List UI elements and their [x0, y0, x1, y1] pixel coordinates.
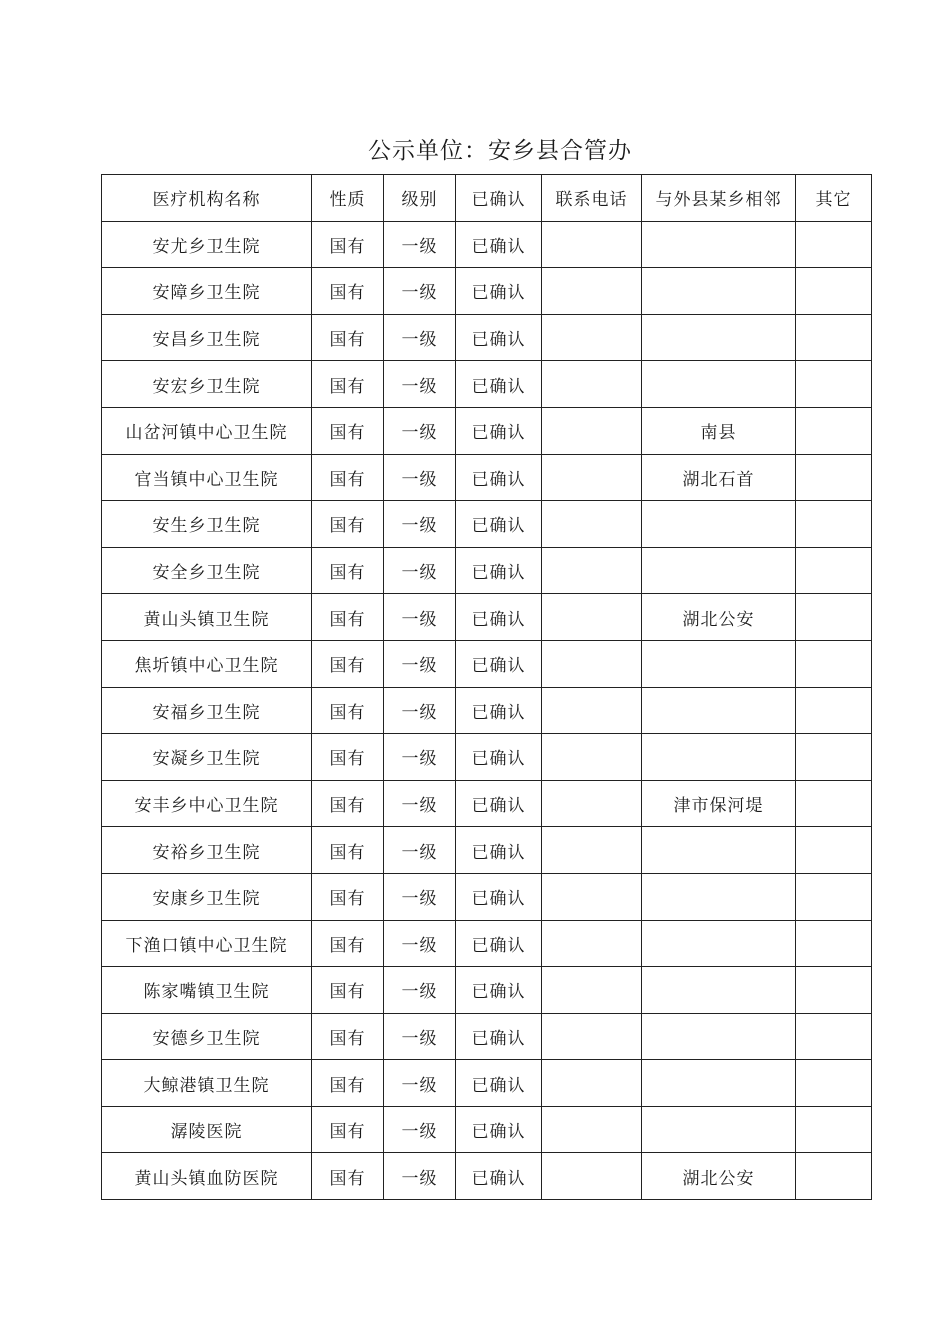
cell-level: 一级: [384, 547, 456, 594]
cell-adjacent: [642, 314, 796, 361]
cell-phone: [542, 221, 642, 268]
cell-adjacent: [642, 967, 796, 1014]
cell-adjacent: [642, 920, 796, 967]
table-row: [102, 361, 872, 408]
table-row: [102, 594, 872, 641]
cell-level: 一级: [384, 780, 456, 827]
table-row: [102, 501, 872, 548]
table-row: [102, 547, 872, 594]
cell-name: 黄山头镇血防医院: [102, 1153, 312, 1200]
table-row: [102, 640, 872, 687]
cell-name: 安生乡卫生院: [102, 501, 312, 548]
cell-name: 安障乡卫生院: [102, 268, 312, 315]
cell-confirmed: 已确认: [456, 734, 542, 781]
header-level: 级别: [384, 175, 456, 222]
table-row: [102, 827, 872, 874]
cell-other: [796, 827, 872, 874]
cell-nature: 国有: [312, 687, 384, 734]
cell-nature: 国有: [312, 827, 384, 874]
cell-confirmed: 已确认: [456, 920, 542, 967]
cell-adjacent: [642, 1060, 796, 1107]
cell-confirmed: 已确认: [456, 873, 542, 920]
cell-other: [796, 640, 872, 687]
table-row: [102, 967, 872, 1014]
cell-phone: [542, 454, 642, 501]
cell-name: 官当镇中心卫生院: [102, 454, 312, 501]
cell-confirmed: 已确认: [456, 221, 542, 268]
cell-other: [796, 221, 872, 268]
cell-other: [796, 873, 872, 920]
table-row: [102, 780, 872, 827]
cell-name: 山岔河镇中心卫生院: [102, 407, 312, 454]
cell-level: 一级: [384, 873, 456, 920]
cell-confirmed: 已确认: [456, 1060, 542, 1107]
cell-nature: 国有: [312, 594, 384, 641]
cell-name: 焦圻镇中心卫生院: [102, 640, 312, 687]
table-row: [102, 687, 872, 734]
cell-level: 一级: [384, 687, 456, 734]
table-row: [102, 454, 872, 501]
cell-nature: 国有: [312, 1060, 384, 1107]
cell-confirmed: 已确认: [456, 1013, 542, 1060]
table-row: [102, 268, 872, 315]
cell-adjacent: [642, 640, 796, 687]
cell-phone: [542, 873, 642, 920]
header-other: 其它: [796, 175, 872, 222]
cell-adjacent: 湖北石首: [642, 454, 796, 501]
cell-other: [796, 1060, 872, 1107]
cell-phone: [542, 547, 642, 594]
cell-nature: 国有: [312, 640, 384, 687]
cell-other: [796, 687, 872, 734]
cell-level: 一级: [384, 1060, 456, 1107]
cell-phone: [542, 1013, 642, 1060]
cell-phone: [542, 268, 642, 315]
cell-adjacent: [642, 221, 796, 268]
cell-phone: [542, 920, 642, 967]
cell-phone: [542, 361, 642, 408]
cell-name: 安昌乡卫生院: [102, 314, 312, 361]
cell-phone: [542, 501, 642, 548]
page-title: 公示单位：安乡县合管办: [368, 138, 632, 164]
cell-nature: 国有: [312, 1153, 384, 1200]
cell-level: 一级: [384, 1013, 456, 1060]
cell-name: 安丰乡中心卫生院: [102, 780, 312, 827]
cell-other: [796, 314, 872, 361]
cell-nature: 国有: [312, 268, 384, 315]
cell-other: [796, 501, 872, 548]
cell-other: [796, 594, 872, 641]
cell-name: 安康乡卫生院: [102, 873, 312, 920]
cell-name: 潺陵医院: [102, 1106, 312, 1153]
cell-other: [796, 1153, 872, 1200]
table-row: [102, 221, 872, 268]
cell-name: 安尤乡卫生院: [102, 221, 312, 268]
header-adjacent: 与外县某乡相邻: [642, 175, 796, 222]
cell-other: [796, 547, 872, 594]
cell-adjacent: [642, 827, 796, 874]
cell-other: [796, 1106, 872, 1153]
table-header-row: [102, 175, 872, 222]
cell-phone: [542, 1106, 642, 1153]
cell-confirmed: 已确认: [456, 1106, 542, 1153]
cell-level: 一级: [384, 1153, 456, 1200]
cell-adjacent: [642, 268, 796, 315]
cell-adjacent: [642, 734, 796, 781]
cell-phone: [542, 827, 642, 874]
cell-confirmed: 已确认: [456, 361, 542, 408]
cell-other: [796, 734, 872, 781]
cell-adjacent: [642, 687, 796, 734]
cell-other: [796, 920, 872, 967]
cell-level: 一级: [384, 454, 456, 501]
cell-level: 一级: [384, 827, 456, 874]
cell-confirmed: 已确认: [456, 501, 542, 548]
cell-adjacent: 湖北公安: [642, 1153, 796, 1200]
cell-adjacent: 南县: [642, 407, 796, 454]
cell-confirmed: 已确认: [456, 454, 542, 501]
cell-level: 一级: [384, 501, 456, 548]
cell-nature: 国有: [312, 221, 384, 268]
cell-phone: [542, 780, 642, 827]
cell-level: 一级: [384, 314, 456, 361]
cell-nature: 国有: [312, 967, 384, 1014]
cell-level: 一级: [384, 967, 456, 1014]
institution-table: [101, 174, 872, 1200]
cell-name: 大鲸港镇卫生院: [102, 1060, 312, 1107]
cell-name: 安宏乡卫生院: [102, 361, 312, 408]
cell-name: 安全乡卫生院: [102, 547, 312, 594]
cell-other: [796, 407, 872, 454]
cell-level: 一级: [384, 407, 456, 454]
cell-name: 下渔口镇中心卫生院: [102, 920, 312, 967]
cell-level: 一级: [384, 734, 456, 781]
cell-confirmed: 已确认: [456, 827, 542, 874]
cell-level: 一级: [384, 361, 456, 408]
cell-nature: 国有: [312, 1106, 384, 1153]
cell-confirmed: 已确认: [456, 640, 542, 687]
cell-other: [796, 268, 872, 315]
table-row: [102, 1153, 872, 1200]
table-row: [102, 407, 872, 454]
cell-nature: 国有: [312, 1013, 384, 1060]
cell-name: 安凝乡卫生院: [102, 734, 312, 781]
header-phone: 联系电话: [542, 175, 642, 222]
cell-adjacent: [642, 873, 796, 920]
cell-confirmed: 已确认: [456, 594, 542, 641]
header-nature: 性质: [312, 175, 384, 222]
cell-level: 一级: [384, 920, 456, 967]
cell-nature: 国有: [312, 873, 384, 920]
cell-level: 一级: [384, 640, 456, 687]
cell-other: [796, 454, 872, 501]
cell-confirmed: 已确认: [456, 967, 542, 1014]
cell-confirmed: 已确认: [456, 268, 542, 315]
cell-phone: [542, 734, 642, 781]
cell-phone: [542, 1153, 642, 1200]
cell-nature: 国有: [312, 920, 384, 967]
cell-nature: 国有: [312, 501, 384, 548]
cell-name: 黄山头镇卫生院: [102, 594, 312, 641]
cell-confirmed: 已确认: [456, 407, 542, 454]
cell-level: 一级: [384, 268, 456, 315]
cell-adjacent: [642, 547, 796, 594]
cell-nature: 国有: [312, 454, 384, 501]
cell-level: 一级: [384, 594, 456, 641]
cell-name: 安裕乡卫生院: [102, 827, 312, 874]
cell-other: [796, 1013, 872, 1060]
cell-adjacent: [642, 1106, 796, 1153]
cell-confirmed: 已确认: [456, 314, 542, 361]
table-row: [102, 734, 872, 781]
table-row: [102, 873, 872, 920]
cell-adjacent: 湖北公安: [642, 594, 796, 641]
cell-other: [796, 967, 872, 1014]
cell-phone: [542, 967, 642, 1014]
cell-confirmed: 已确认: [456, 1153, 542, 1200]
cell-level: 一级: [384, 1106, 456, 1153]
cell-other: [796, 780, 872, 827]
cell-phone: [542, 1060, 642, 1107]
header-name: 医疗机构名称: [102, 175, 312, 222]
cell-confirmed: 已确认: [456, 687, 542, 734]
table-row: [102, 1060, 872, 1107]
cell-phone: [542, 594, 642, 641]
cell-nature: 国有: [312, 780, 384, 827]
cell-name: 安福乡卫生院: [102, 687, 312, 734]
cell-level: 一级: [384, 221, 456, 268]
table-row: [102, 1106, 872, 1153]
cell-nature: 国有: [312, 361, 384, 408]
table-row: [102, 1013, 872, 1060]
table-row: [102, 920, 872, 967]
cell-adjacent: [642, 1013, 796, 1060]
cell-phone: [542, 407, 642, 454]
cell-name: 安德乡卫生院: [102, 1013, 312, 1060]
cell-phone: [542, 640, 642, 687]
cell-name: 陈家嘴镇卫生院: [102, 967, 312, 1014]
cell-phone: [542, 314, 642, 361]
table-row: [102, 314, 872, 361]
cell-phone: [542, 687, 642, 734]
cell-nature: 国有: [312, 547, 384, 594]
cell-confirmed: 已确认: [456, 780, 542, 827]
header-confirmed: 已确认: [456, 175, 542, 222]
cell-other: [796, 361, 872, 408]
cell-confirmed: 已确认: [456, 547, 542, 594]
cell-adjacent: 津市保河堤: [642, 780, 796, 827]
cell-nature: 国有: [312, 314, 384, 361]
cell-nature: 国有: [312, 407, 384, 454]
cell-adjacent: [642, 501, 796, 548]
cell-adjacent: [642, 361, 796, 408]
cell-nature: 国有: [312, 734, 384, 781]
